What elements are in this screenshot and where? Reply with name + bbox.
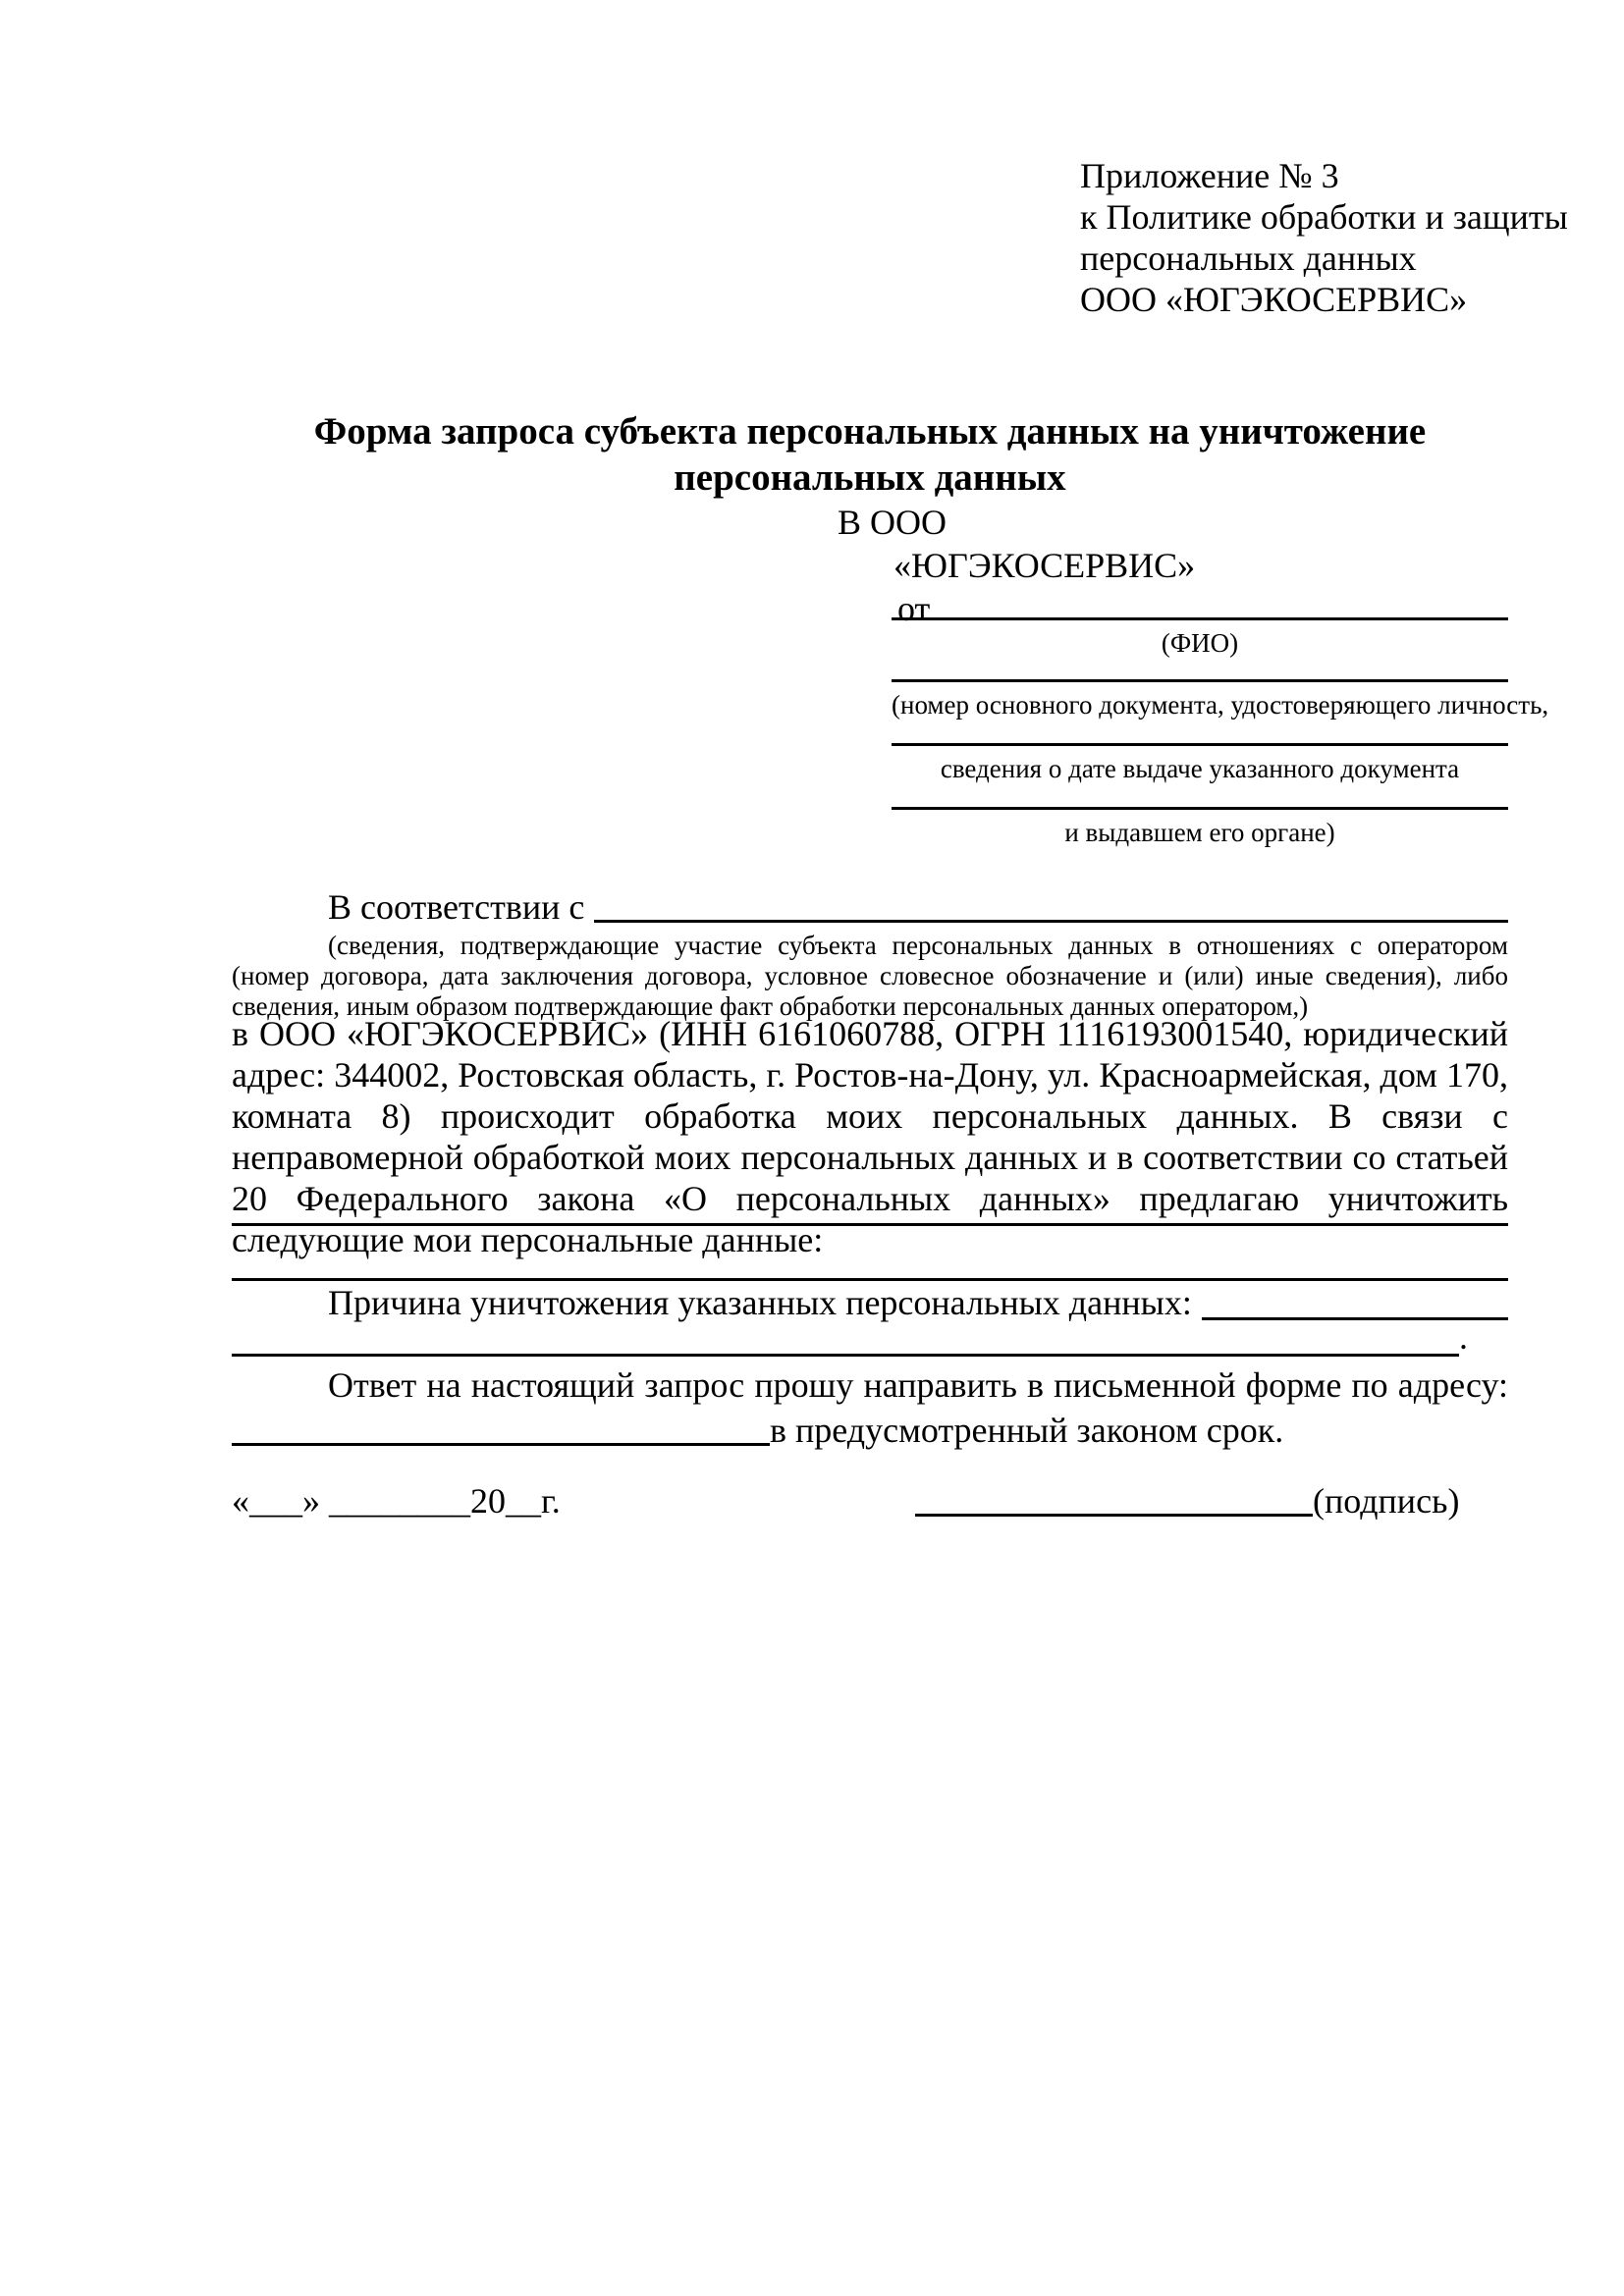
document-title <box>232 408 1508 501</box>
accordance-row <box>232 886 1508 928</box>
accordance-label: В соответствии с <box>328 887 585 927</box>
address-blank-line <box>232 1410 770 1446</box>
signature-caption: (подпись) <box>1313 1481 1460 1521</box>
term-text: в предусмотренный законом срок. <box>770 1411 1284 1450</box>
appendix-line: Приложение № 3 <box>1080 156 1339 195</box>
reason-label: Причина уничтожения указанных персональных данных: <box>328 1283 1192 1322</box>
addressee-company-name: «ЮГЭКОСЕРВИС» <box>893 546 1196 585</box>
appendix-line: к Политике обработки и защиты <box>1080 197 1568 237</box>
issue-date-blank-line <box>892 743 1508 746</box>
appendix-line: ООО «ЮГЭКОСЕРВИС» <box>1080 280 1468 319</box>
signature-block <box>915 1480 1459 1522</box>
data-to-destroy-blank-line-1 <box>232 1223 1508 1226</box>
addressee-to-prefix: В ООО <box>838 503 947 542</box>
accordance-blank-line <box>594 886 1508 923</box>
date-template: «___» ________20__г. <box>232 1481 561 1521</box>
title-line-1: Форма запроса субъекта персональных данных на уничтожение <box>313 410 1427 453</box>
answer-sentence: Ответ на настоящий запрос прошу направить в письменной форме по адресу: <box>328 1365 1508 1405</box>
issuing-authority-caption: и выдавшем его органе) <box>1064 818 1335 847</box>
document-number-blank-line <box>892 679 1508 682</box>
title-line-2: персональных данных <box>674 456 1066 499</box>
fio-blank-line <box>892 617 1508 620</box>
appendix-line: персональных данных <box>1080 239 1417 278</box>
footer-row <box>232 1480 1508 1527</box>
addressee-from-label: от <box>897 589 931 628</box>
issuing-authority-blank-line <box>892 807 1508 810</box>
reason-continuation-blank-line <box>232 1316 1459 1357</box>
signature-blank-line <box>915 1480 1313 1517</box>
data-to-destroy-blank-line-2 <box>232 1278 1508 1281</box>
issue-date-caption: сведения о дате выдаче указанного документа <box>940 754 1460 783</box>
reason-blank-line <box>1202 1282 1508 1320</box>
appendix-header <box>1080 155 1568 320</box>
document-number-caption: (номер основного документа, удостоверяющего личность, <box>892 690 1549 720</box>
footnote-paragraph: (сведения, подтверждающие участие субъекта персональных данных в отношениях с оператором (номер договора, дата заключения договора, условное словесное обозначение и (или) иные сведения), либо сведения, иным образом подтверждающие факт обработки персональных данных оператором,) <box>232 931 1508 1021</box>
reason-continuation-row <box>232 1316 1508 1358</box>
main-paragraph: в ООО «ЮГЭКОСЕРВИС» (ИНН 6161060788, ОГРН 1116193001540, юридический адрес: 344002, Ростовская область, г. Ростов-на-Дону, ул. Красноармейская, дом 170, комната 8) происходит обработка моих персональных данных. В связи с неправомерной обработкой моих персональных данных и в соответствии со статьей 20 Федерального закона «О персональных данных» предлагаю уничтожить следующие мои персональные данные: <box>232 1014 1508 1259</box>
term-row <box>232 1410 1508 1451</box>
fio-caption: (ФИО) <box>1161 628 1239 658</box>
reason-period: . <box>1459 1317 1468 1357</box>
